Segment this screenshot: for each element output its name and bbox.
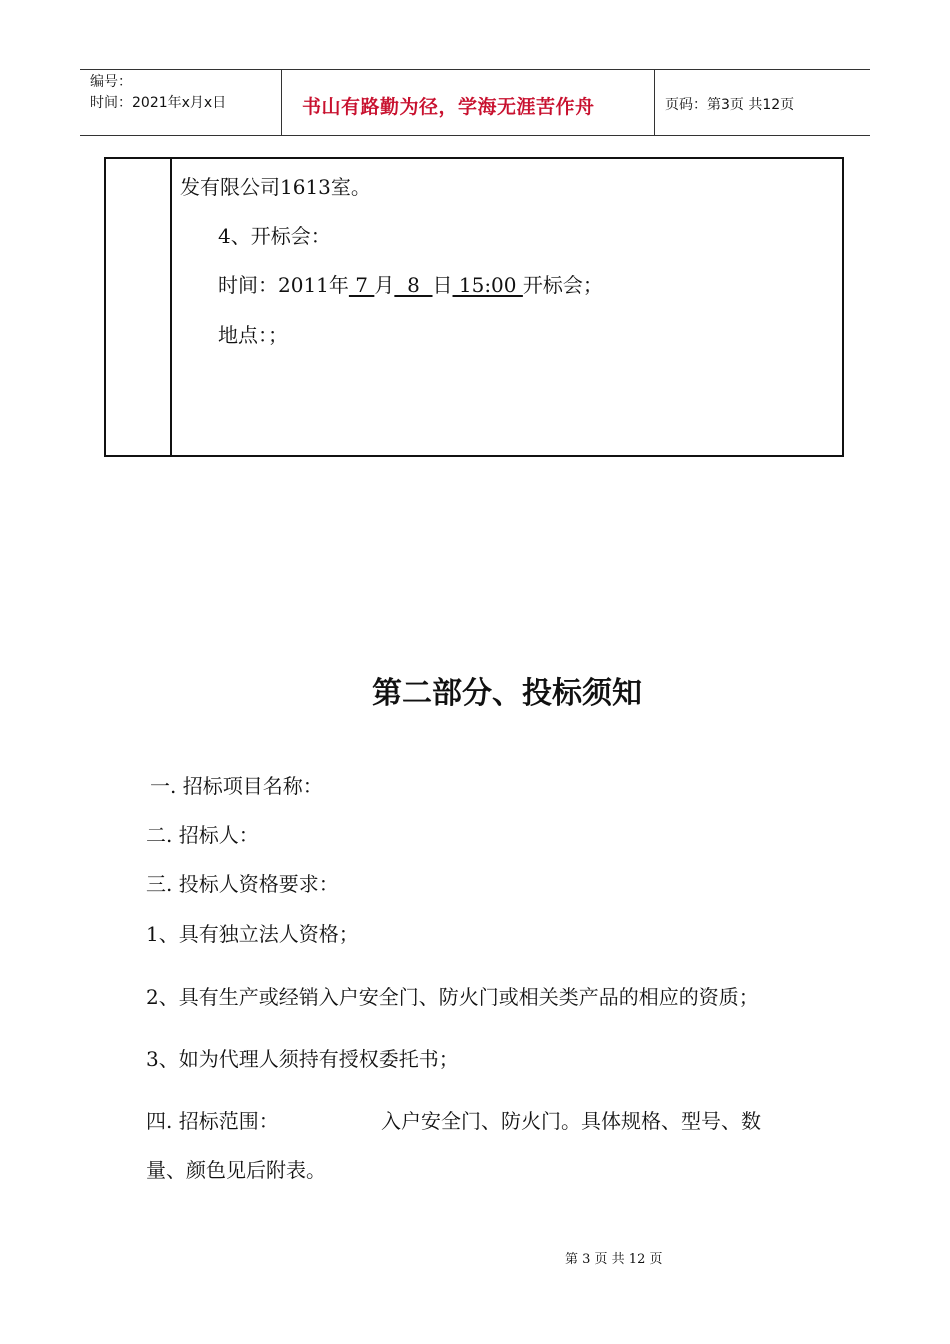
section-title: 第二部分、投标须知 bbox=[372, 676, 642, 711]
time-month: 7 bbox=[348, 273, 375, 297]
header-bottom-rule bbox=[80, 135, 870, 136]
table-line-bid-opening-time bbox=[218, 275, 603, 295]
header-number-label: 编号： bbox=[90, 74, 132, 90]
footer-page-number: 第 3 页 共 12 页 bbox=[565, 1252, 663, 1267]
header-divider-left bbox=[281, 69, 282, 136]
header-page-label: 页码：第3页 共12页 bbox=[665, 97, 795, 113]
item-qualification-2: 2、具有生产或经销入户安全门、防火门或相关类产品的相应的资质； bbox=[146, 985, 759, 1009]
time-day: 8 bbox=[394, 273, 433, 297]
time-month-unit: 月 bbox=[374, 273, 395, 297]
item-project-name: 一. 招标项目名称： bbox=[150, 774, 323, 798]
item-qualification-3: 3、如为代理人须持有授权委托书； bbox=[146, 1047, 459, 1071]
item-scope-text-cont: 量、颜色见后附表。 bbox=[146, 1158, 326, 1182]
header-motto: 书山有路勤为径，学海无涯苦作舟 bbox=[302, 96, 595, 118]
time-clock: 15:00 bbox=[452, 273, 523, 297]
time-day-unit: 日 bbox=[432, 273, 453, 297]
item-qualification-1: 1、具有独立法人资格； bbox=[146, 922, 359, 946]
table-line-bid-opening-heading: 4、开标会： bbox=[218, 224, 331, 248]
header-divider-right bbox=[654, 69, 655, 136]
item-qualification: 三. 投标人资格要求： bbox=[146, 872, 339, 896]
info-table-box bbox=[104, 157, 844, 457]
header-date-label: 时间：2021年x月x日 bbox=[90, 95, 227, 111]
item-scope-text: 入户安全门、防火门。具体规格、型号、数 bbox=[381, 1109, 761, 1133]
time-prefix: 时间：2011年 bbox=[218, 273, 349, 297]
table-line-location: 地点：； bbox=[218, 323, 288, 347]
time-suffix: 开标会； bbox=[522, 273, 603, 297]
info-table-column-divider bbox=[170, 157, 172, 457]
header-top-rule bbox=[80, 69, 870, 70]
item-tenderer: 二. 招标人： bbox=[146, 823, 259, 847]
item-scope-label: 四. 招标范围： bbox=[146, 1109, 279, 1133]
table-line-address-cont: 发有限公司1613室。 bbox=[180, 175, 371, 199]
